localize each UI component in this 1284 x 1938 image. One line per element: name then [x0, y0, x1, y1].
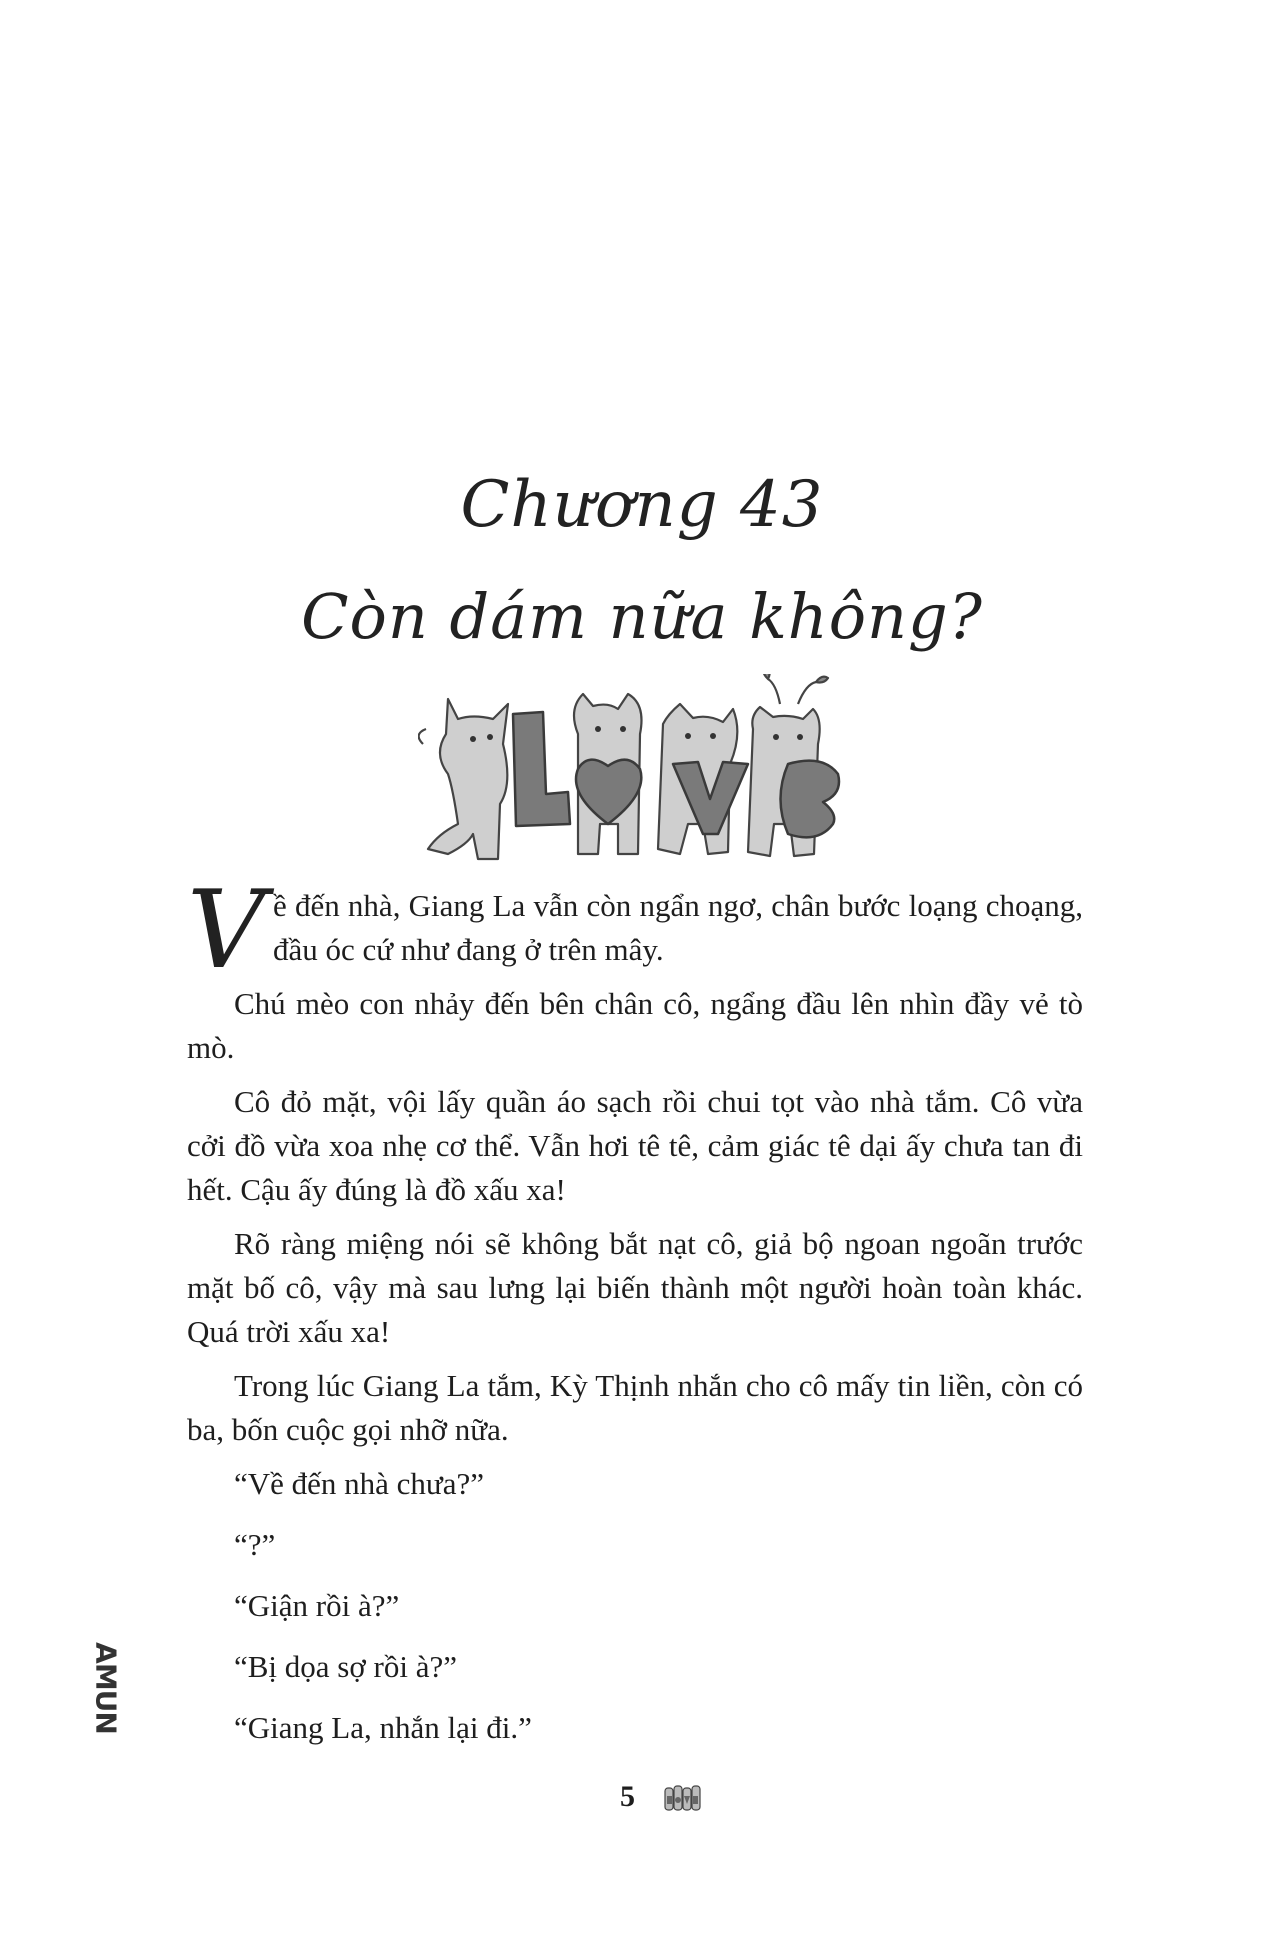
cat-1	[428, 699, 508, 859]
drop-cap: V	[187, 868, 265, 993]
dialogue-line-5: “Giang La, nhắn lại đi.”	[234, 1710, 532, 1745]
paragraph-1-text: ề đến nhà, Giang La vẫn còn ngẩn ngơ, chân bước loạng choạng, đầu óc cứ như đang ở trên mây.	[273, 888, 1083, 967]
dialogue-line-1: “Về đến nhà chưa?”	[234, 1466, 485, 1501]
dialogue-line-4: “Bị dọa sợ rồi à?”	[234, 1649, 457, 1684]
dialogue-line-3: “Giận rồi à?”	[234, 1588, 400, 1623]
publisher-logo-text: AMUN	[89, 1642, 123, 1734]
paragraph-4: Rõ ràng miệng nói sẽ không bắt nạt cô, giả bộ ngoan ngoãn trước mặt bố cô, vậy mà sau lưng lại biến thành một người hoàn toàn khác. Quá trời xấu xa!	[187, 1226, 1083, 1349]
paragraph-3: Cô đỏ mặt, vội lấy quần áo sạch rồi chui tọt vào nhà tắm. Cô vừa cởi đồ vừa xoa nhẹ cơ thể. Vẫn hơi tê tê, cảm giác tê dại ấy chưa tan đi hết. Cậu ấy đúng là đồ xấu xa!	[187, 1084, 1083, 1207]
publisher-logo	[86, 1638, 126, 1738]
chapter-number: Chương 43	[460, 468, 824, 542]
chapter-title: Còn dám nữa không?	[301, 580, 983, 653]
chapter-body	[187, 868, 1083, 1767]
mini-cats-icon	[662, 1776, 702, 1816]
page-number: 5	[620, 1780, 635, 1813]
love-cats-illustration	[418, 674, 858, 864]
paragraph-2: Chú mèo con nhảy đến bên chân cô, ngẩng đầu lên nhìn đầy vẻ tò mò.	[187, 986, 1083, 1065]
paragraph-1	[187, 868, 1083, 993]
paragraph-5: Trong lúc Giang La tắm, Kỳ Thịnh nhắn cho cô mấy tin liền, còn có ba, bốn cuộc gọi nhỡ nữa.	[187, 1368, 1083, 1447]
letter-E	[781, 761, 840, 838]
dialogue-line-2: “?”	[234, 1527, 276, 1562]
letter-L	[513, 712, 570, 826]
